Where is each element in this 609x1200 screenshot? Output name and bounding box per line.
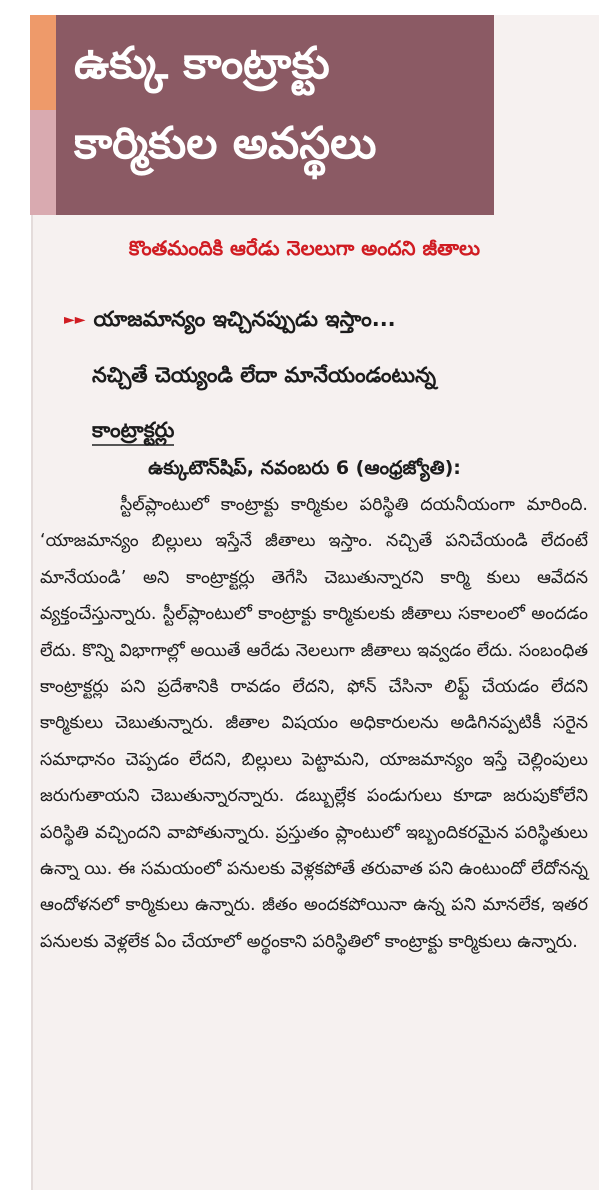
headline-line-2: కార్మికుల అవస్థలు — [74, 118, 377, 169]
double-arrow-icon: ►► — [64, 311, 86, 328]
deck-text-3: కాంట్రాక్టర్లు — [92, 418, 174, 446]
subheadline: కొంతమందికి ఆరేడు నెలలుగా అందని జీతాలు — [128, 236, 481, 260]
accent-stripe-pink — [30, 110, 56, 215]
article-body: స్టీల్‌ప్లాంటులో కాంట్రాక్టు కార్మికుల పరిస్థితి దయనీయంగా మారింది. ‘యాజమాన్యం బిల్లులు ఇస్తేనే జీతాలు ఇస్తాం. నచ్చితే పనిచేయండి లేదంటే మానేయండి’ అని కాంట్రాక్టర్లు తెగేసి చెబుతున్నారని కార్మి కులు ఆవేదన వ్యక్తంచేస్తున్నారు. స్టీల్‌ప్లాంటులో కాంట్రాక్టు కార్మికులకు జీతాలు సకాలంలో అందడం లేదు. కొన్ని విభాగాల్లో అయితే ఆరేడు నెలలుగా జీతాలు ఇవ్వడం లేదు. సంబంధిత కాంట్రాక్టర్లు పని ప్రదేశానికి రావడం లేదని, ఫోన్‌ చేసినా లిఫ్ట్‌ చేయడం లేదని కార్మికులు చెబుతున్నారు. జీతాల విషయం అధికారులను అడిగినప్పటికీ సరైన సమాధానం చెప్పడం లేదని, బిల్లులు పెట్టామని, యాజమాన్యం ఇస్తే చెల్లింపులు జరుగుతాయని చెబుతున్నారన్నారు. డబ్బుల్లేక పండుగులు కూడా జరుపుకోలేని పరిస్థితి వచ్చిందని వాపోతున్నారు. ప్రస్తుతం ప్లాంటులో ఇబ్బందికరమైన పరిస్థితులు ఉన్నా యి. ఈ సమయంలో పనులకు వెళ్లకపోతే తరువాత పని ఉంటుందో లేదోనన్న ఆందోళనలో కార్మికులు ఉన్నారు. జీతం అందకపోయినా ఉన్న పని మానలేక, ఇతర పనులకు వెళ్లలేక ఏం చేయాలో అర్థంకాని పరిస్థితిలో కాంట్రాక్టు కార్మికులు ఉన్నారు. — [40, 495, 588, 952]
accent-stripe-orange — [30, 15, 56, 110]
deck-line-2: నచ్చితే చెయ్యండి లేదా మానేయండంటున్న — [92, 362, 437, 387]
deck-line-1 — [64, 292, 584, 348]
deck-text-1: యాజమాన్యం ఇచ్చినప్పుడు ఇస్తాం... — [93, 307, 396, 331]
deck — [64, 292, 584, 458]
deck-line-3 — [64, 403, 584, 458]
headline — [74, 24, 494, 184]
headline-line-1: ఉక్కు కాంట్రాక్టు — [74, 38, 330, 89]
dateline: ఉక్కుటౌన్‌షిప్‌, నవంబరు 6 (ఆంధ్రజ్యోతి): — [148, 457, 461, 479]
